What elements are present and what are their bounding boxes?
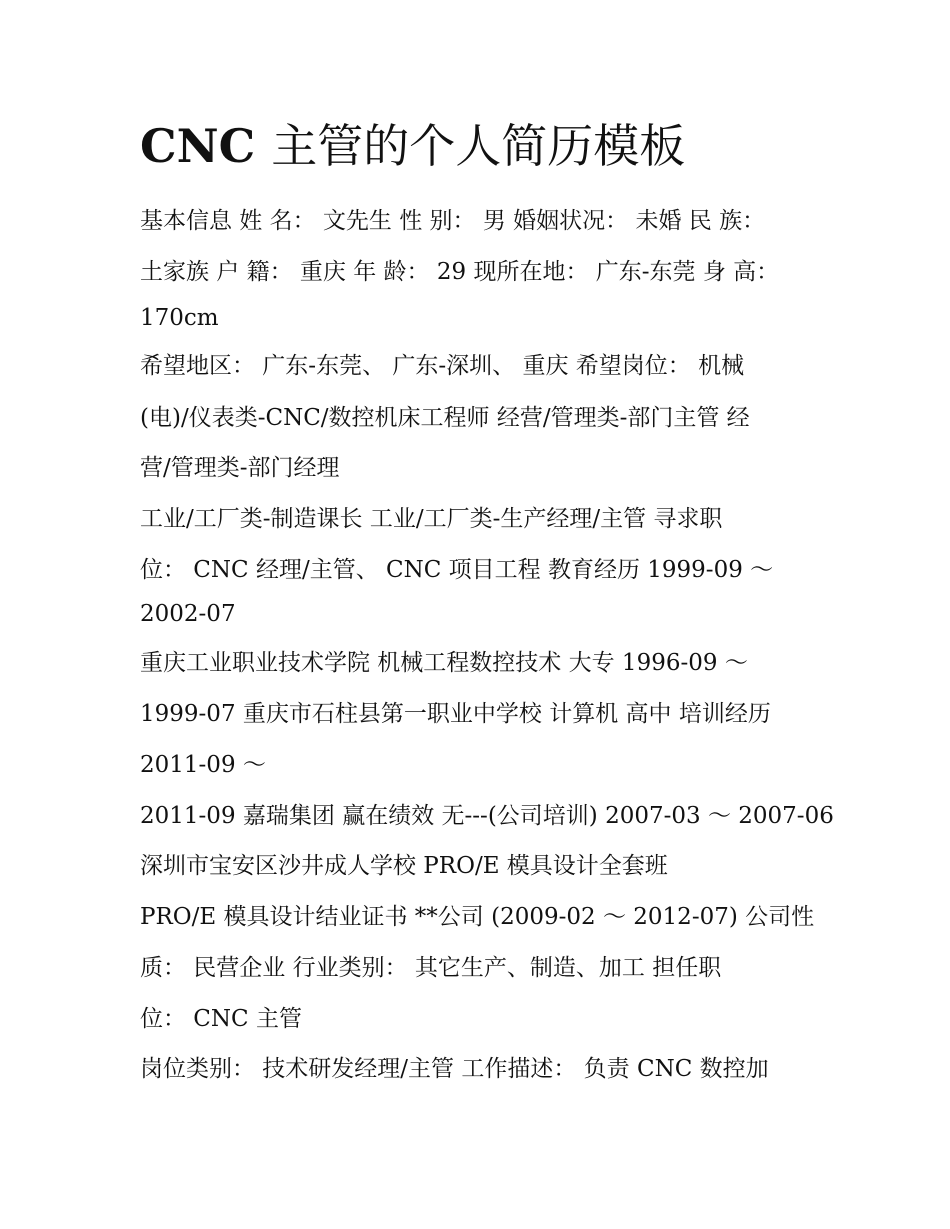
body-line: 希望地区： 广东-东莞、 广东-深圳、 重庆 希望岗位： 机械 — [140, 353, 745, 379]
body-line: 170cm — [140, 305, 219, 331]
body-line: PRO/E 模具设计结业证书 **公司 (2009-02 ～ 2012-07) 公司性 — [140, 904, 815, 930]
body-line: 2002-07 — [140, 601, 236, 627]
body-line: 深圳市宝安区沙井成人学校 PRO/E 模具设计全套班 — [140, 853, 668, 879]
body-line: (电)/仪表类-CNC/数控机床工程师 经营/管理类-部门主管 经 — [140, 405, 750, 431]
title-latin-part: CNC — [140, 119, 256, 173]
body-line: 2011-09 嘉瑞集团 赢在绩效 无---(公司培训) 2007-03 ～ 2007-06 — [140, 803, 834, 829]
body-line: 工业/工厂类-制造课长 工业/工厂类-生产经理/主管 寻求职 — [140, 506, 723, 532]
body-line: 位： CNC 经理/主管、 CNC 项目工程 教育经历 1999-09 ～ — [140, 557, 774, 583]
title-cjk-part: 主管的个人简历模板 — [271, 119, 686, 173]
body-line: 质： 民营企业 行业类别： 其它生产、制造、加工 担任职 — [140, 955, 722, 981]
body-line: 位： CNC 主管 — [140, 1006, 302, 1032]
document-title — [140, 116, 685, 176]
body-line: 土家族 户 籍： 重庆 年 龄： 29 现所在地： 广东-东莞 身 高： — [140, 259, 780, 285]
body-line: 基本信息 姓 名： 文先生 性 别： 男 婚姻状况： 未婚 民 族： — [140, 208, 766, 234]
body-line: 重庆工业职业技术学院 机械工程数控技术 大专 1996-09 ～ — [140, 650, 748, 676]
body-line: 2011-09 ～ — [140, 752, 266, 778]
body-line: 岗位类别： 技术研发经理/主管 工作描述： 负责 CNC 数控加 — [140, 1056, 769, 1082]
body-line: 营/管理类-部门经理 — [140, 455, 340, 481]
body-line: 1999-07 重庆市石柱县第一职业中学校 计算机 高中 培训经历 — [140, 701, 771, 727]
